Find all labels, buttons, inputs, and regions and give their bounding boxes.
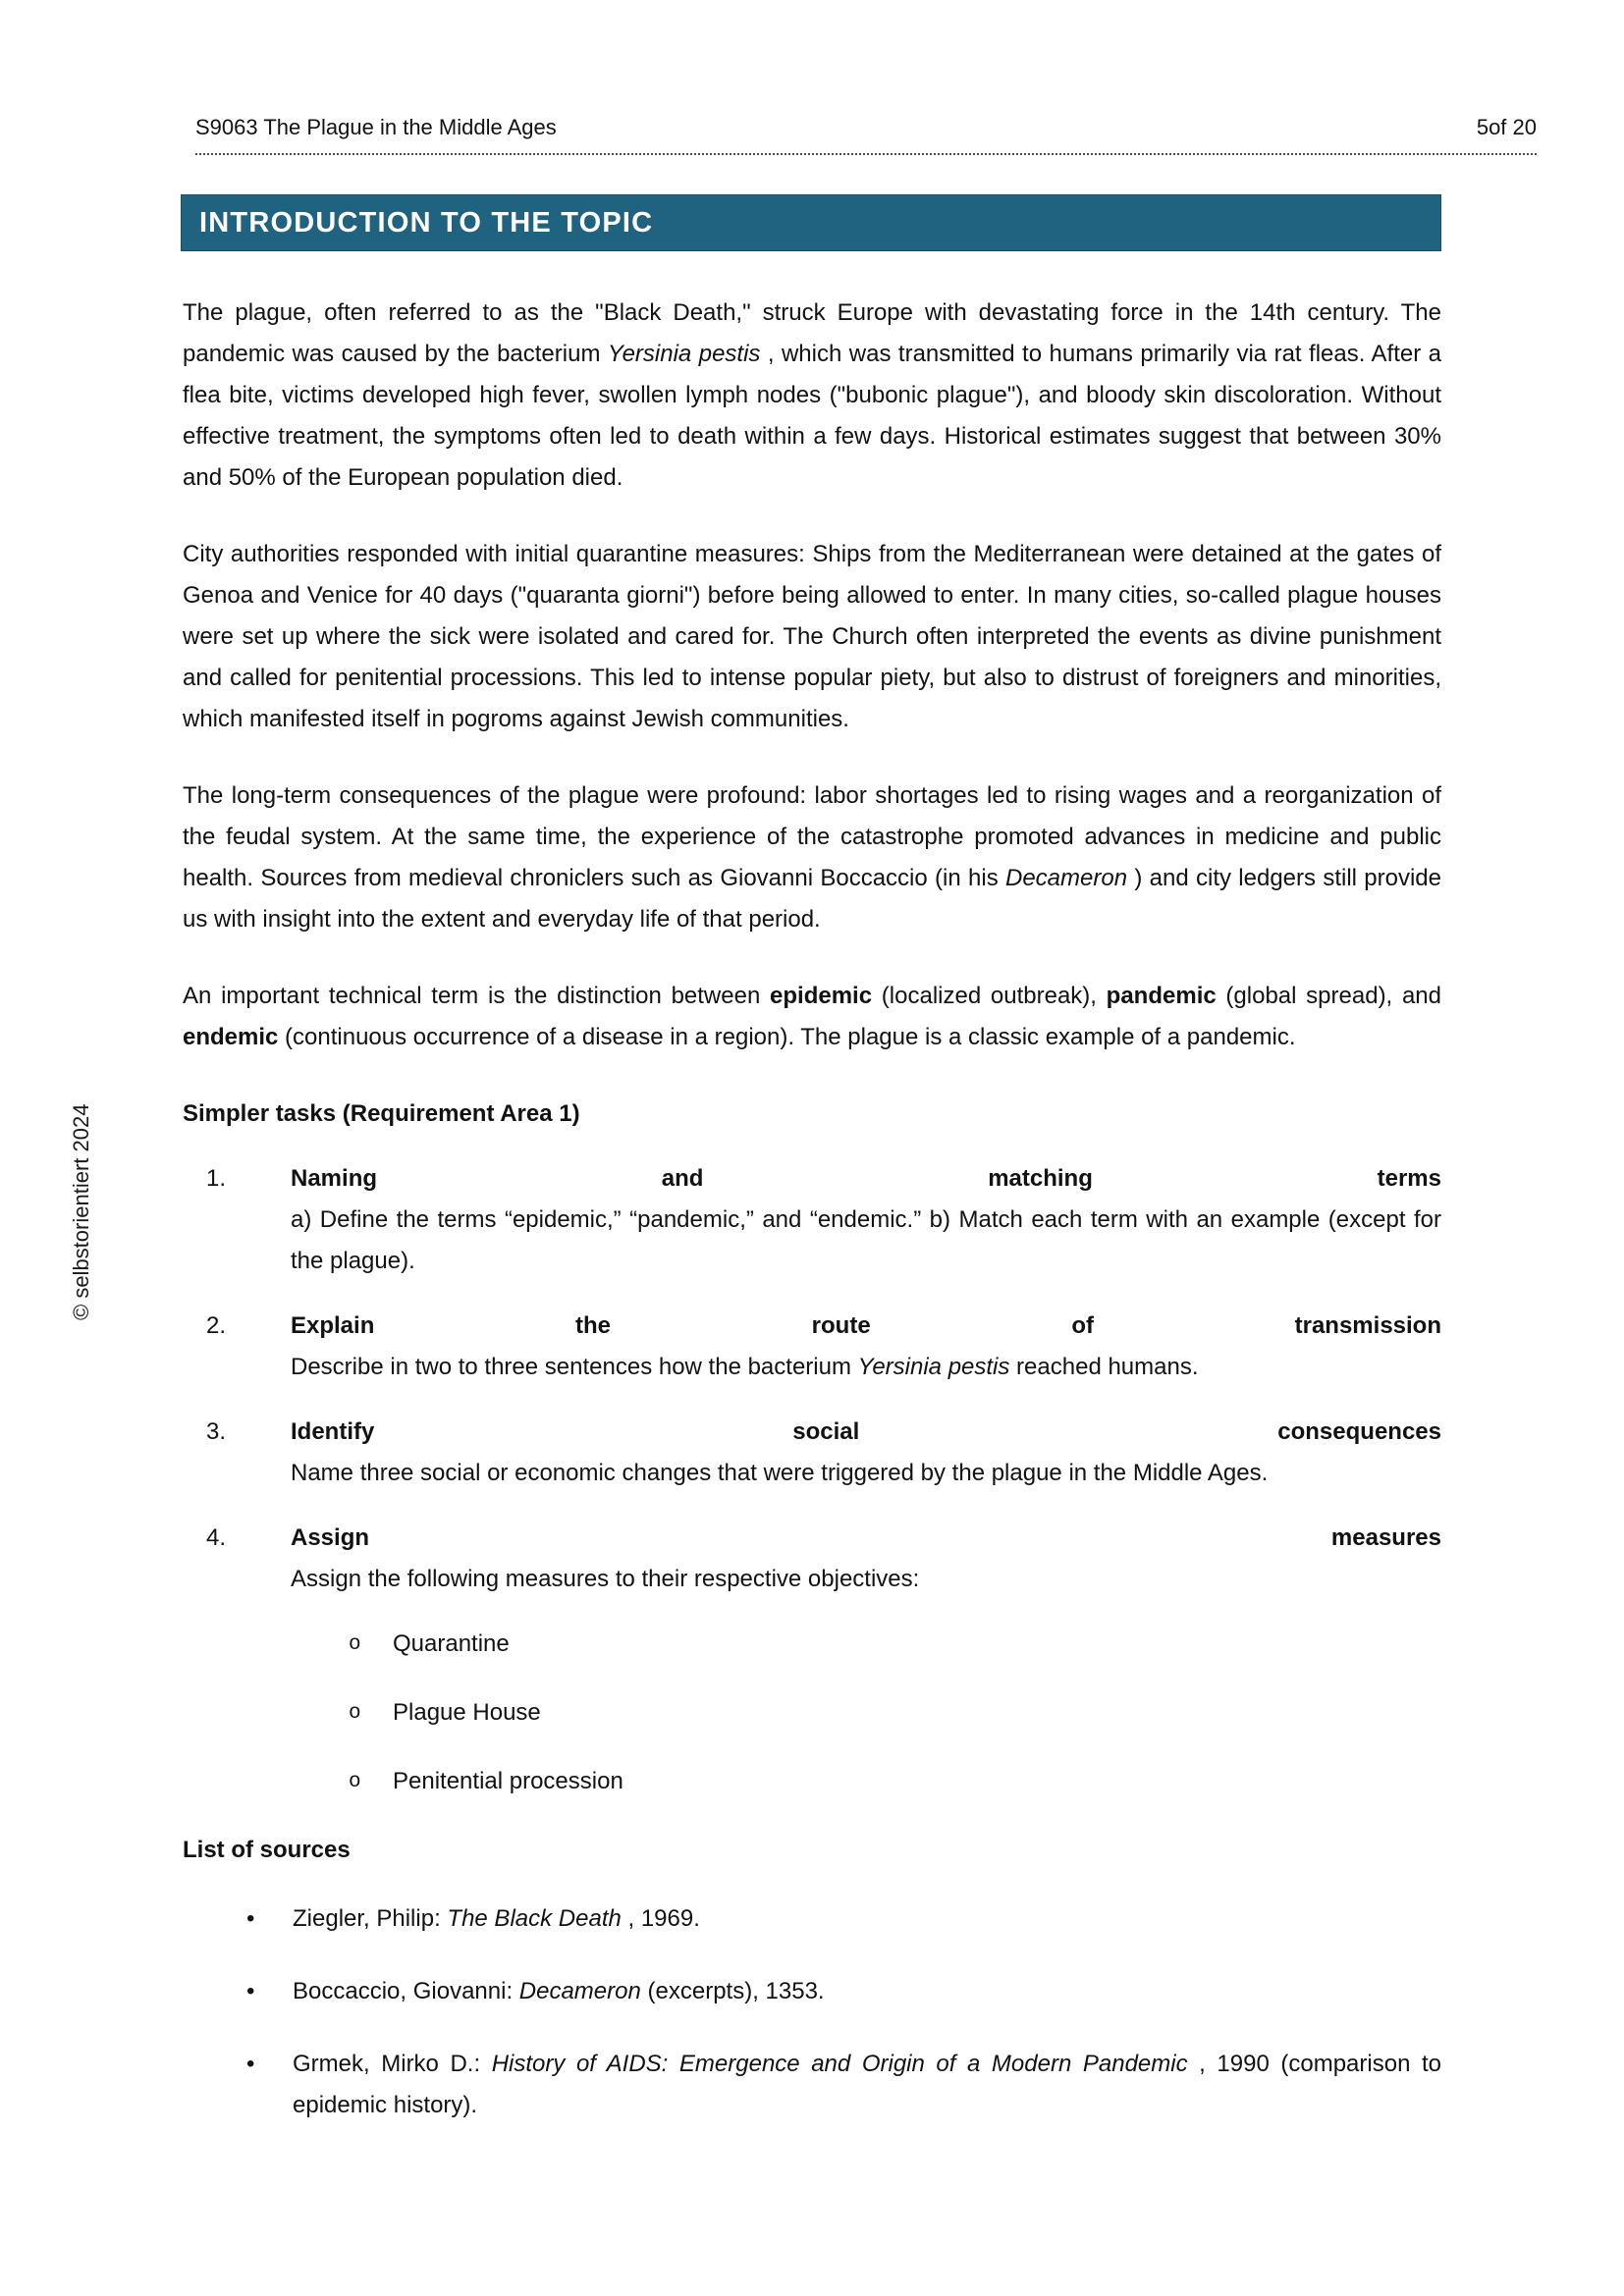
- task-item-3: [183, 1412, 1441, 1494]
- measure-label: Penitential procession: [393, 1768, 623, 1794]
- source-citation: Boccaccio, Giovanni: Decameron (excerpts), 1353.: [293, 1978, 825, 2004]
- source-citation: Grmek, Mirko D.: History of AIDS: Emergence and Origin of a Modern Pandemic , 1990 (comparison to epidemic history).: [293, 2051, 1441, 2118]
- task-title: Assign measures: [291, 1524, 1441, 1551]
- task-number: 1.: [206, 1165, 227, 1192]
- bullet-marker: •: [246, 2051, 255, 2077]
- task-number: 3.: [206, 1418, 227, 1445]
- task-description: a) Define the terms “epidemic,” “pandemic,” and “endemic.” b) Match each term with an example (except for the plague).: [291, 1206, 1441, 1274]
- bullet-marker: •: [246, 1905, 255, 1932]
- source-item-2: [183, 1971, 1441, 2012]
- content-column: [183, 293, 1441, 2158]
- section-title-bar: [181, 194, 1441, 251]
- task-item-1: [183, 1158, 1441, 1282]
- intro-paragraph-4: An important technical term is the distinction between epidemic (localized outbreak), pandemic (global spread), and endemic (continuous occurrence of a disease in a region). The plague is a classic example of a pandemic.: [183, 983, 1441, 1050]
- task-description: Assign the following measures to their respective objectives:: [291, 1566, 920, 1592]
- source-citation: Ziegler, Philip: The Black Death , 1969.: [293, 1905, 700, 1932]
- task-number: 2.: [206, 1312, 227, 1339]
- source-item-3: [183, 2044, 1441, 2126]
- measure-label: Quarantine: [393, 1630, 510, 1657]
- measures-list: [183, 1624, 1441, 1802]
- measure-label: Plague House: [393, 1699, 541, 1726]
- task-item-4: [183, 1518, 1441, 1600]
- task-item-2: [183, 1306, 1441, 1388]
- task-title: Explain the route of transmission: [291, 1312, 1441, 1339]
- hollow-bullet-marker: o: [349, 1771, 361, 1793]
- header-doc-title: S9063 The Plague in the Middle Ages: [195, 115, 557, 139]
- tasks-section-heading: Simpler tasks (Requirement Area 1): [183, 1100, 580, 1127]
- measure-item: [183, 1761, 1441, 1802]
- section-title: INTRODUCTION TO THE TOPIC: [199, 206, 654, 239]
- task-title: Identify social consequences: [291, 1418, 1441, 1445]
- sources-section-heading: List of sources: [183, 1837, 351, 1863]
- page-header: [195, 114, 1537, 155]
- source-item-1: [183, 1898, 1441, 1940]
- task-number: 4.: [206, 1524, 227, 1551]
- task-description: Name three social or economic changes that were triggered by the plague in the Middle Ages.: [291, 1460, 1269, 1486]
- hollow-bullet-marker: o: [349, 1633, 361, 1656]
- task-title: Naming and matching terms: [291, 1165, 1441, 1192]
- intro-paragraph-2: City authorities responded with initial quarantine measures: Ships from the Mediterranean were detained at the gates of Genoa and Venice for 40 days ("quaranta giorni") before being allowed to enter. In many cities, so-called plague houses were set up where the sick were isolated and cared for. The Church often interpreted the events as divine punishment and called for penitential processions. This led to intense popular piety, but also to distrust of foreigners and minorities, which manifested itself in pogroms against Jewish communities.: [183, 541, 1441, 732]
- copyright-sidebar-text: © selbstorientiert 2024: [69, 1103, 93, 1320]
- hollow-bullet-marker: o: [349, 1702, 361, 1725]
- intro-paragraph-1: The plague, often referred to as the "Black Death," struck Europe with devastating force in the 14th century. The pandemic was caused by the bacterium Yersinia pestis , which was transmitted to humans primarily via rat fleas. After a flea bite, victims developed high fever, swollen lymph nodes ("bubonic plague"), and bloody skin discoloration. Without effective treatment, the symptoms often led to death within a few days. Historical estimates suggest that between 30% and 50% of the European population died.: [183, 299, 1441, 491]
- bullet-marker: •: [246, 1978, 255, 2004]
- measure-item: [183, 1692, 1441, 1734]
- intro-paragraph-3: The long-term consequences of the plague were profound: labor shortages led to rising wages and a reorganization of the feudal system. At the same time, the experience of the catastrophe promoted advances in medicine and public health. Sources from medieval chroniclers such as Giovanni Boccaccio (in his Decameron ) and city ledgers still provide us with insight into the extent and everyday life of that period.: [183, 782, 1441, 933]
- measure-item: [183, 1624, 1441, 1665]
- task-description: Describe in two to three sentences how the bacterium Yersinia pestis reached humans.: [291, 1354, 1199, 1380]
- header-page-number: 5of 20: [1476, 115, 1537, 139]
